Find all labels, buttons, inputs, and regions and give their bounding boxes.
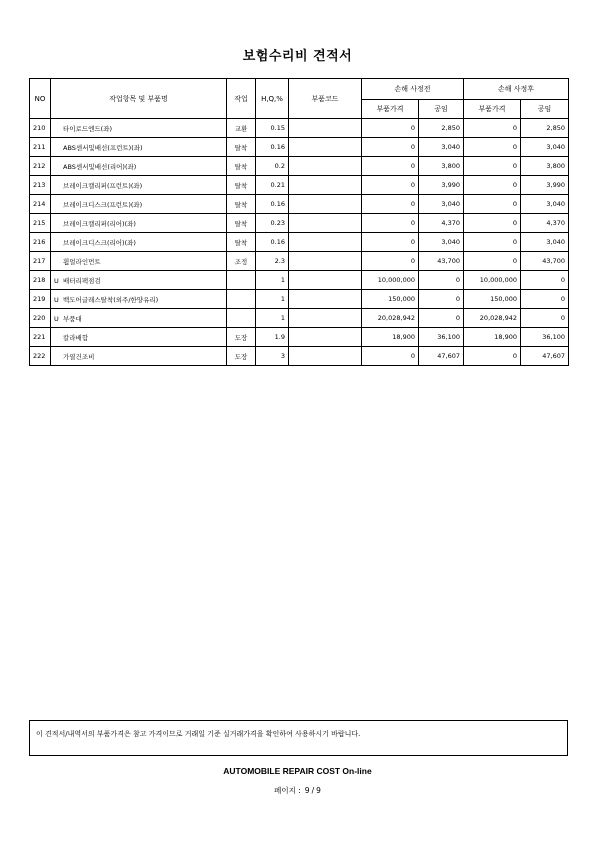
row-before-labor: 0 <box>419 271 464 290</box>
row-item-label: 칼라배합 <box>63 333 89 342</box>
row-after-labor: 0 <box>521 309 569 328</box>
row-after-part-price: 0 <box>464 233 521 252</box>
row-work-type: 도장 <box>227 347 256 366</box>
row-work-type: 탈착 <box>227 176 256 195</box>
row-after-part-price: 0 <box>464 138 521 157</box>
row-before-labor: 3,990 <box>419 176 464 195</box>
row-flag: U <box>54 314 59 323</box>
row-work-type <box>227 271 256 290</box>
row-before-labor: 47,607 <box>419 347 464 366</box>
header-after-part-price: 부품가격 <box>464 100 521 119</box>
row-part-code <box>289 328 362 347</box>
row-hq: 3 <box>256 347 289 366</box>
row-hq: 0.16 <box>256 138 289 157</box>
disclaimer-note: 이 견적서/내역서의 부품가격은 참고 가격이므로 거래일 기준 실거래가격을 확인하여 사용하시기 바랍니다. <box>29 720 568 756</box>
row-item-label: 타이로드엔드(좌) <box>63 124 113 133</box>
row-before-part-price: 0 <box>362 214 419 233</box>
row-before-part-price: 0 <box>362 176 419 195</box>
row-flag: U <box>54 295 59 304</box>
row-before-part-price: 0 <box>362 347 419 366</box>
table-row <box>30 347 569 366</box>
row-after-part-price: 0 <box>464 157 521 176</box>
row-hq: 0.23 <box>256 214 289 233</box>
page-total: 9 <box>316 786 321 795</box>
row-part-code <box>289 214 362 233</box>
row-after-labor: 36,100 <box>521 328 569 347</box>
row-work-type: 탈착 <box>227 138 256 157</box>
row-after-part-price: 0 <box>464 119 521 138</box>
row-after-part-price: 0 <box>464 347 521 366</box>
row-item-name <box>51 252 227 271</box>
row-item-label: 휠얼라인먼트 <box>63 257 101 266</box>
row-no: 216 <box>30 233 51 252</box>
row-no: 219 <box>30 290 51 309</box>
row-before-part-price: 18,900 <box>362 328 419 347</box>
header-item: 작업항목 및 부품명 <box>51 79 227 119</box>
row-item-label: 부품대 <box>63 314 82 323</box>
row-before-part-price: 0 <box>362 138 419 157</box>
row-hq: 0.15 <box>256 119 289 138</box>
row-after-part-price: 0 <box>464 195 521 214</box>
row-part-code <box>289 157 362 176</box>
row-part-code <box>289 119 362 138</box>
row-item-name <box>51 176 227 195</box>
row-no: 222 <box>30 347 51 366</box>
row-before-labor: 4,370 <box>419 214 464 233</box>
row-work-type: 도장 <box>227 328 256 347</box>
row-part-code <box>289 138 362 157</box>
row-no: 221 <box>30 328 51 347</box>
row-no: 212 <box>30 157 51 176</box>
table-row <box>30 195 569 214</box>
row-part-code <box>289 290 362 309</box>
table-row <box>30 290 569 309</box>
row-no: 210 <box>30 119 51 138</box>
row-no: 220 <box>30 309 51 328</box>
row-work-type: 조정 <box>227 252 256 271</box>
row-after-labor: 4,370 <box>521 214 569 233</box>
row-before-labor: 43,700 <box>419 252 464 271</box>
row-before-labor: 3,040 <box>419 138 464 157</box>
header-no: NO <box>30 79 51 119</box>
header-work: 작업 <box>227 79 256 119</box>
table-row <box>30 271 569 290</box>
header-before-part-price: 부품가격 <box>362 100 419 119</box>
row-after-part-price: 0 <box>464 214 521 233</box>
row-item-name <box>51 271 227 290</box>
row-after-labor: 3,040 <box>521 233 569 252</box>
row-no: 211 <box>30 138 51 157</box>
row-before-labor: 3,040 <box>419 195 464 214</box>
row-no: 215 <box>30 214 51 233</box>
row-item-label: 배터리팩점검 <box>63 276 101 285</box>
row-item-name <box>51 290 227 309</box>
row-work-type: 탈착 <box>227 195 256 214</box>
page-number: 페이지 : 9 / 9 <box>274 786 321 795</box>
header-before-adjustment: 손해 사정전 <box>362 79 464 100</box>
row-before-part-price: 0 <box>362 195 419 214</box>
row-after-labor: 0 <box>521 290 569 309</box>
row-after-part-price: 0 <box>464 252 521 271</box>
row-hq: 0.2 <box>256 157 289 176</box>
table-row <box>30 252 569 271</box>
row-work-type <box>227 290 256 309</box>
row-no: 214 <box>30 195 51 214</box>
row-before-labor: 36,100 <box>419 328 464 347</box>
page-label: 페이지 : <box>274 786 301 795</box>
table-row <box>30 138 569 157</box>
row-after-labor: 0 <box>521 271 569 290</box>
row-before-part-price: 0 <box>362 119 419 138</box>
row-before-part-price: 20,028,942 <box>362 309 419 328</box>
table-row <box>30 214 569 233</box>
row-hq: 0.16 <box>256 195 289 214</box>
row-after-labor: 47,607 <box>521 347 569 366</box>
row-hq: 2.3 <box>256 252 289 271</box>
header-hq: H,Q,% <box>256 79 289 119</box>
row-before-part-price: 10,000,000 <box>362 271 419 290</box>
row-part-code <box>289 252 362 271</box>
footer-title: AUTOMOBILE REPAIR COST On-line <box>223 766 372 776</box>
table-row <box>30 119 569 138</box>
row-work-type: 탈착 <box>227 233 256 252</box>
header-after-adjustment: 손해 사정후 <box>464 79 569 100</box>
row-after-part-price: 20,028,942 <box>464 309 521 328</box>
row-before-part-price: 0 <box>362 157 419 176</box>
row-part-code <box>289 309 362 328</box>
row-no: 218 <box>30 271 51 290</box>
row-after-part-price: 150,000 <box>464 290 521 309</box>
row-item-name <box>51 214 227 233</box>
row-item-name <box>51 157 227 176</box>
row-no: 213 <box>30 176 51 195</box>
table-row <box>30 328 569 347</box>
row-after-labor: 3,800 <box>521 157 569 176</box>
row-after-labor: 2,850 <box>521 119 569 138</box>
row-item-label: 브레이크디스크(프런트)(좌) <box>63 200 143 209</box>
row-work-type: 탈착 <box>227 157 256 176</box>
row-after-part-price: 18,900 <box>464 328 521 347</box>
row-hq: 0.16 <box>256 233 289 252</box>
row-item-label: 브레이크캘리퍼(프런트)(좌) <box>63 181 143 190</box>
row-before-part-price: 0 <box>362 233 419 252</box>
row-item-label: 가열건조비 <box>63 352 95 361</box>
row-item-label: ABS센서및배선(프런트)(좌) <box>63 143 143 152</box>
document-title: 보험수리비 견적서 <box>242 49 353 64</box>
estimate-table <box>29 78 569 366</box>
row-part-code <box>289 176 362 195</box>
row-item-label: ABS센서및배선(리어)(좌) <box>63 162 137 171</box>
row-hq: 0.21 <box>256 176 289 195</box>
table-row <box>30 157 569 176</box>
row-after-part-price: 0 <box>464 176 521 195</box>
row-flag: U <box>54 276 59 285</box>
page-current: 9 <box>304 786 310 795</box>
row-after-labor: 43,700 <box>521 252 569 271</box>
table-row <box>30 233 569 252</box>
row-before-labor: 0 <box>419 309 464 328</box>
header-part-code: 부품코드 <box>289 79 362 119</box>
row-no: 217 <box>30 252 51 271</box>
row-hq: 1 <box>256 309 289 328</box>
row-item-name <box>51 233 227 252</box>
table-row <box>30 176 569 195</box>
row-after-labor: 3,040 <box>521 195 569 214</box>
row-part-code <box>289 233 362 252</box>
row-before-labor: 3,040 <box>419 233 464 252</box>
row-before-labor: 0 <box>419 290 464 309</box>
row-item-label: 브레이크디스크(리어)(좌) <box>63 238 136 247</box>
row-item-name <box>51 119 227 138</box>
row-before-part-price: 150,000 <box>362 290 419 309</box>
row-before-labor: 2,850 <box>419 119 464 138</box>
estimate-rows <box>30 119 569 366</box>
row-part-code <box>289 195 362 214</box>
row-item-name <box>51 138 227 157</box>
header-before-labor: 공임 <box>419 100 464 119</box>
row-item-name <box>51 328 227 347</box>
row-hq: 1 <box>256 271 289 290</box>
row-hq: 1 <box>256 290 289 309</box>
row-before-labor: 3,800 <box>419 157 464 176</box>
row-after-labor: 3,040 <box>521 138 569 157</box>
row-item-name <box>51 195 227 214</box>
row-item-name <box>51 309 227 328</box>
row-work-type: 탈착 <box>227 214 256 233</box>
row-work-type: 교환 <box>227 119 256 138</box>
row-hq: 1.9 <box>256 328 289 347</box>
row-before-part-price: 0 <box>362 252 419 271</box>
row-part-code <box>289 271 362 290</box>
row-after-labor: 3,990 <box>521 176 569 195</box>
row-item-name <box>51 347 227 366</box>
row-item-label: 백도어글래스탈착(외주/한양유리) <box>63 295 159 304</box>
header-after-labor: 공임 <box>521 100 569 119</box>
row-part-code <box>289 347 362 366</box>
row-after-part-price: 10,000,000 <box>464 271 521 290</box>
row-work-type <box>227 309 256 328</box>
row-item-label: 브레이크캘리퍼(리어)(좌) <box>63 219 136 228</box>
table-row <box>30 309 569 328</box>
